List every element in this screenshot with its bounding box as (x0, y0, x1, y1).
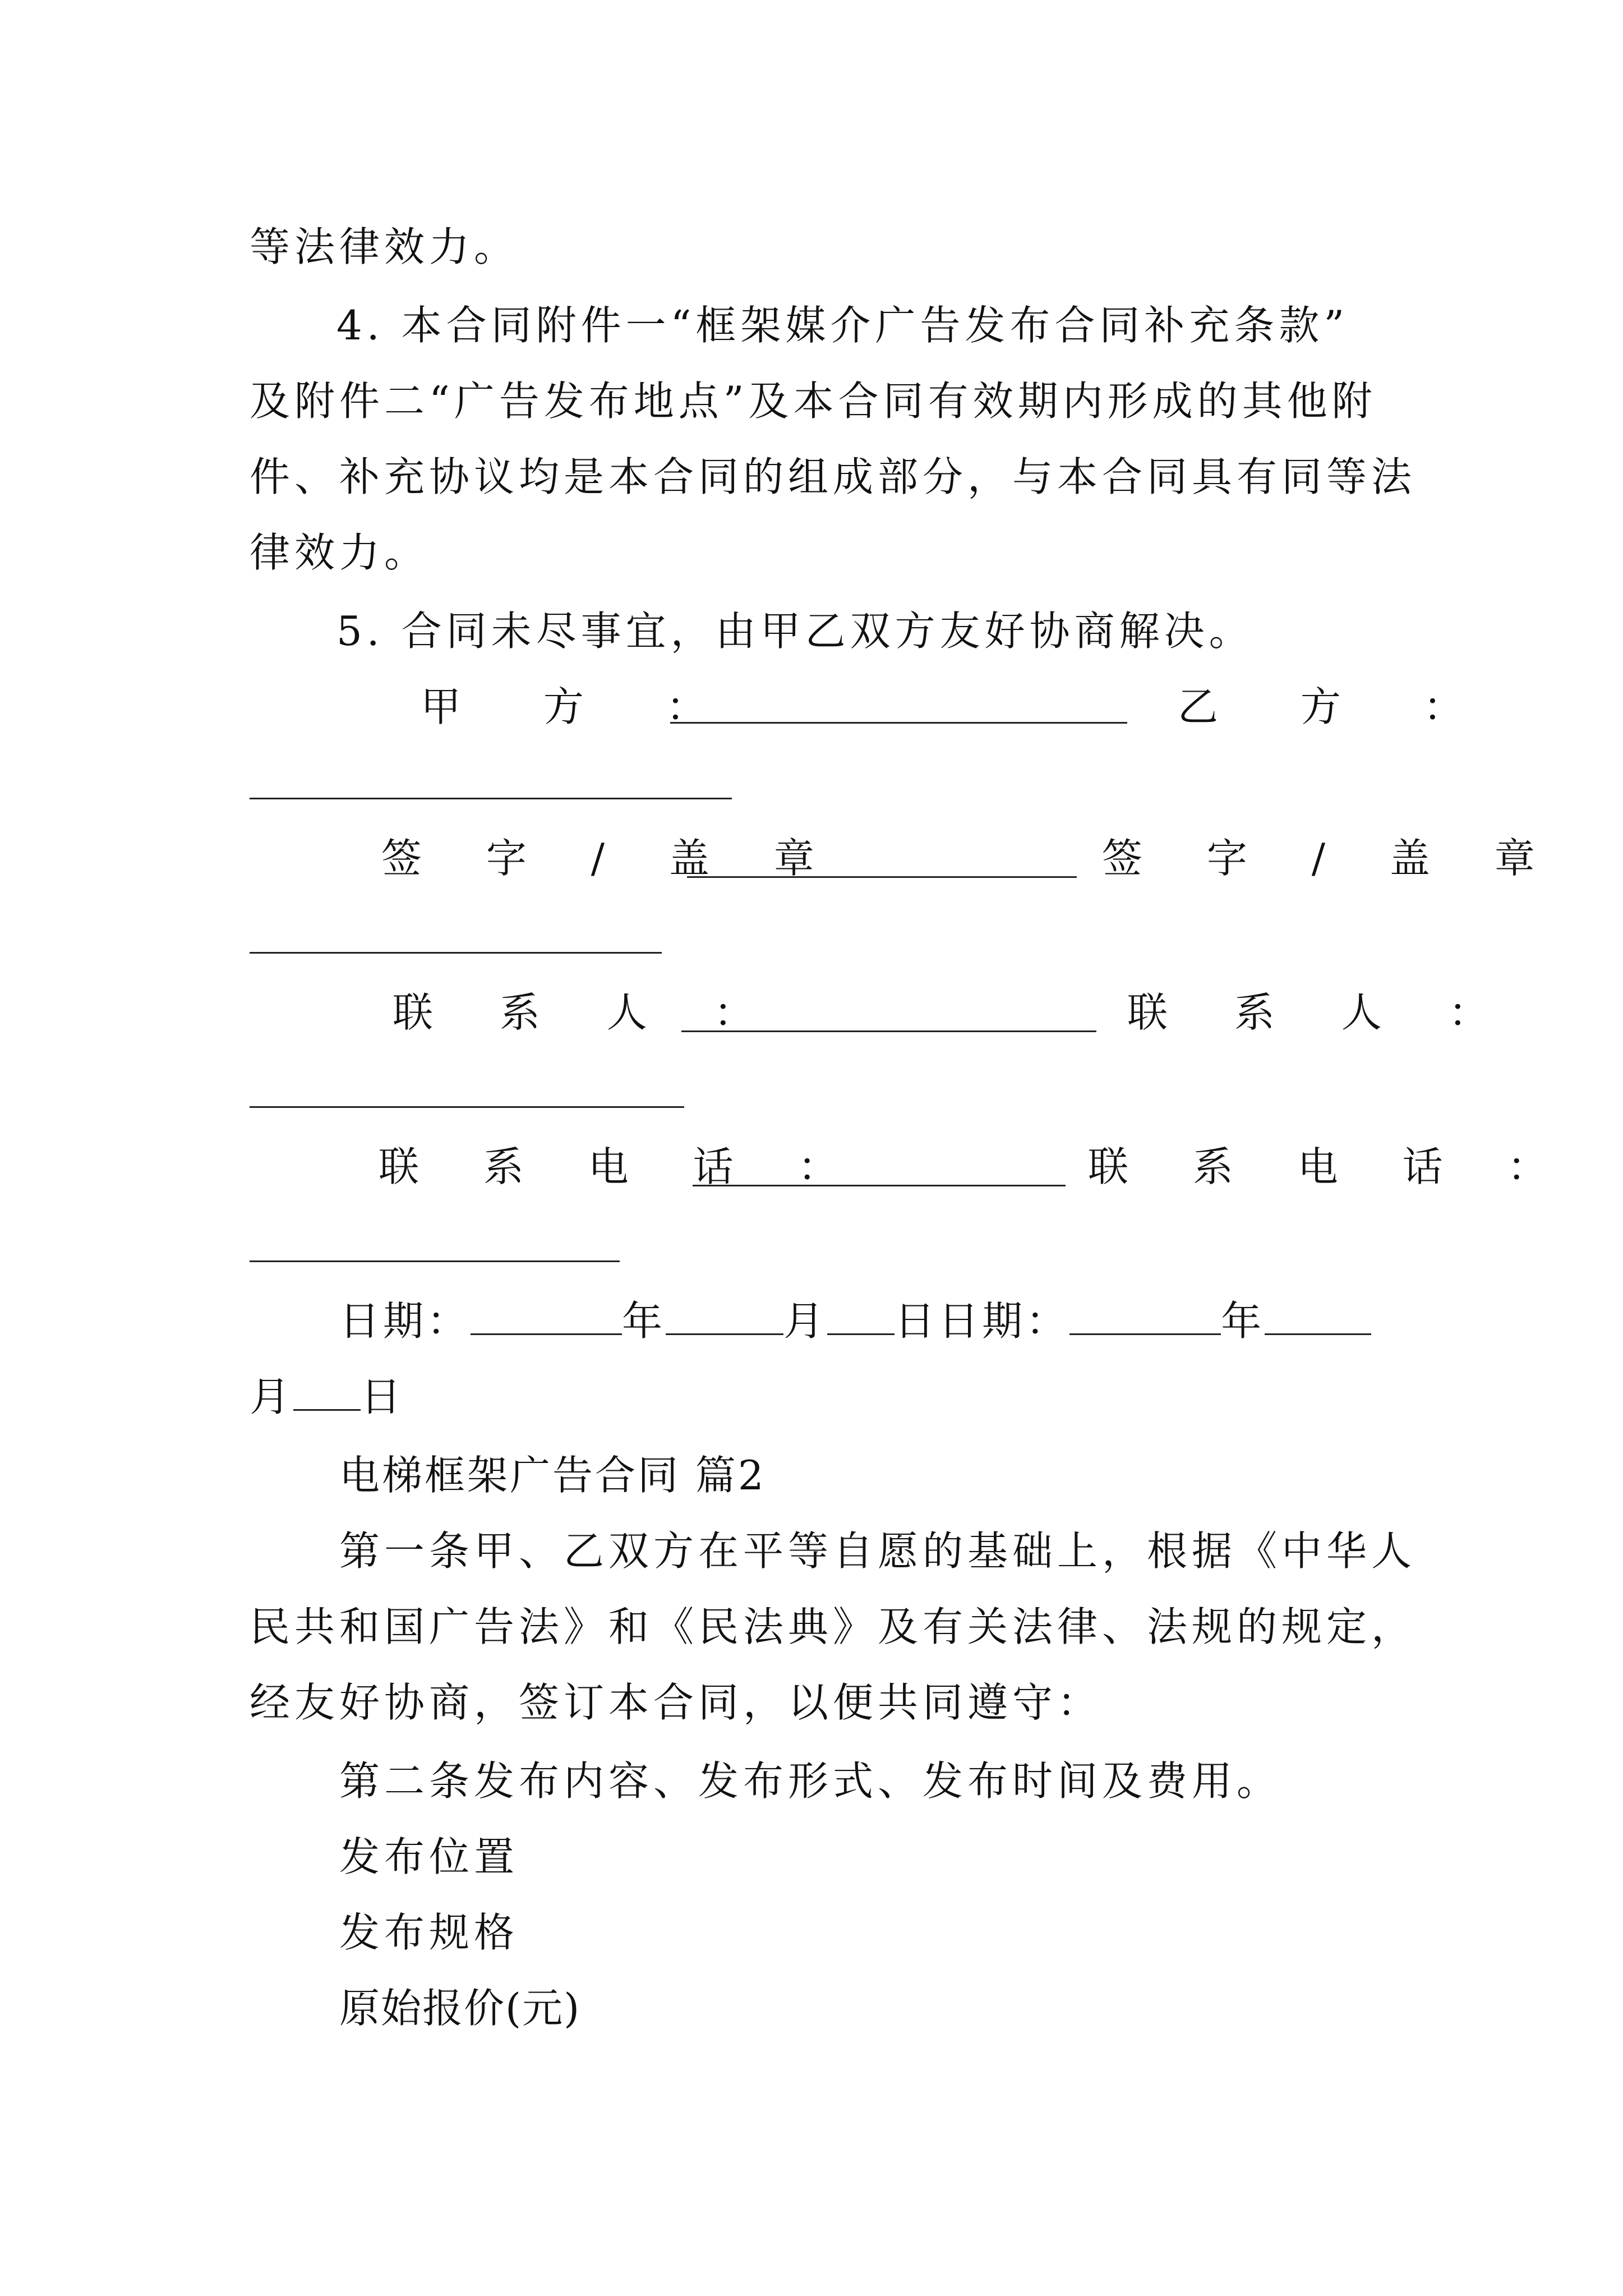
party-a-label: 甲 方 ： (421, 683, 741, 730)
sign-a-blank (687, 876, 1077, 878)
section-title: 电梯框架广告合同 篇2 (339, 1452, 766, 1499)
year-b-label: 年 (1221, 1297, 1265, 1345)
phone-b-blank (250, 1260, 620, 1262)
sign-b-blank (250, 952, 662, 954)
date-row-continued (250, 1369, 404, 1425)
year-b-blank (1069, 1293, 1221, 1335)
party-b-blank (250, 798, 732, 799)
phone-a-blank (693, 1185, 1066, 1186)
text-line: 民共和国广告法》和《民法典》及有关法律、法规的规定， (250, 1603, 1417, 1650)
year-a-label: 年 (622, 1297, 666, 1345)
contact-a-label: 联 系 人 ： (393, 989, 781, 1036)
text-line: 件、补充协议均是本合同的组成部分，与本合同具有同等法 (250, 453, 1417, 500)
contact-b-blank (250, 1106, 684, 1108)
sign-b-label: 签 字 / 盖 章 (1102, 835, 1561, 882)
sign-a-label: 签 字 / 盖 章 (381, 835, 840, 882)
year-a-blank (471, 1293, 622, 1335)
day-a-label: 日 (895, 1297, 939, 1345)
party-b-label: 乙 方 ： (1178, 683, 1498, 730)
list-item: 发布规格 (339, 1909, 519, 1956)
list-item: 原始报价(元) (339, 1985, 581, 2032)
date-b-label: 日期： (938, 1297, 1070, 1345)
date-a-label: 日期： (339, 1297, 471, 1345)
date-row (339, 1293, 1371, 1349)
phone-b-label: 联 系 电 话 ： (1088, 1143, 1574, 1190)
text-line: 经友好协商，签订本合同，以便共同遵守： (250, 1679, 1103, 1726)
month-a-label: 月 (783, 1297, 828, 1345)
contact-a-blank (681, 1030, 1096, 1032)
article-2-line: 第二条发布内容、发布形式、发布时间及费用。 (339, 1757, 1282, 1805)
month-b-label: 月 (250, 1373, 294, 1420)
clause-5-line: 5. 合同未尽事宜，由甲乙双方友好协商解决。 (336, 608, 1254, 655)
month-a-blank (666, 1293, 783, 1335)
month-b-blank (1265, 1293, 1371, 1335)
contact-b-label: 联 系 人 ： (1127, 989, 1516, 1036)
text-line: 等法律效力。 (250, 223, 519, 270)
party-a-blank (670, 722, 1127, 724)
day-b-label: 日 (361, 1373, 405, 1420)
day-b-blank (293, 1369, 361, 1411)
day-a-blank (827, 1293, 895, 1335)
text-line: 及附件二“广告发布地点”及本合同有效期内形成的其他附 (250, 378, 1377, 425)
phone-a-label: 联 系 电 话 ： (379, 1143, 864, 1190)
clause-4-line: 4. 本合同附件一“框架媒介广告发布合同补充条款” (336, 302, 1349, 349)
text-line: 律效力。 (250, 529, 430, 576)
article-1-line: 第一条甲、乙双方在平等自愿的基础上，根据《中华人 (339, 1527, 1417, 1575)
list-item: 发布位置 (339, 1833, 519, 1880)
